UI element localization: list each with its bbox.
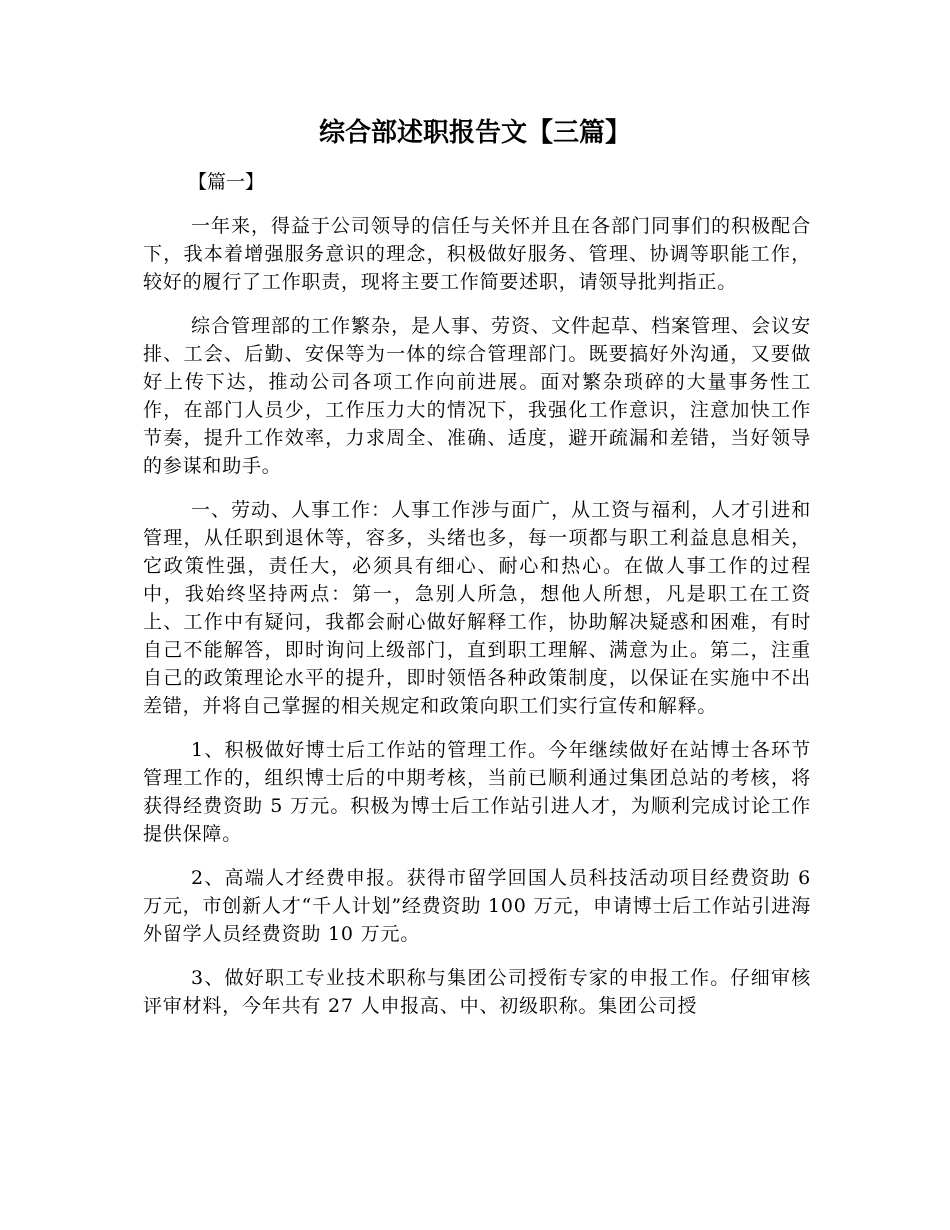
paragraph-intro: 一年来，得益于公司领导的信任与关怀并且在各部门同事们的积极配合下，我本着增强服务意识的理念，积极做好服务、管理、协调等职能工作，较好的履行了工作职责，现将主要工作简要述职，请领导批判指正。	[143, 215, 811, 293]
section-label: 【篇一】	[188, 171, 265, 193]
paragraph-department-overview: 综合管理部的工作繁杂，是人事、劳资、文件起草、档案管理、会议安排、工会、后勤、安保等为一体的综合管理部门。既要搞好外沟通，又要做好上传下达，推动公司各项工作向前进展。面对繁杂琐碎的大量事务性工作，在部门人员少，工作压力大的情况下，我强化工作意识，注意加快工作节奏，提升工作效率，力求周全、准确、适度，避开疏漏和差错，当好领导的参谋和助手。	[143, 315, 811, 477]
paragraph-talent-funding: 2、高端人才经费申报。获得市留学回国人员科技活动项目经费资助 6 万元，市创新人才“千人计划”经费资助 100 万元，申请博士后工作站引进海外留学人员经费资助 10 万元。	[143, 867, 811, 945]
paragraph-postdoc-station: 1、积极做好博士后工作站的管理工作。今年继续做好在站博士各环节管理工作的，组织博士后的中期考核，当前已顺利通过集团总站的考核，将获得经费资助 5 万元。积极为博士后工作站引进人才，为顺利完成讨论工作提供保障。	[143, 739, 811, 845]
document-body	[143, 212, 811, 1036]
document-title: 综合部述职报告文【三篇】	[318, 118, 631, 148]
paragraph-professional-titles: 3、做好职工专业技术职称与集团公司授衔专家的申报工作。仔细审核评审材料，今年共有 27 人申报高、中、初级职称。集团公司授	[143, 967, 811, 1017]
paragraph-labor-personnel: 一、劳动、人事工作：人事工作涉与面广，从工资与福利，人才引进和管理，从任职到退休等，容多，头绪也多，每一项都与职工利益息息相关，它政策性强，责任大，必须具有细心、耐心和热心。在做人事工作的过程中，我始终坚持两点：第一，急别人所急，想他人所想，凡是职工在工资上、工作中有疑问，我都会耐心做好解释工作，协助解决疑惑和困难，有时自己不能解答，即时询问上级部门，直到职工理解、满意为止。第二，注重自己的政策理论水平的提升，即时领悟各种政策制度，以保证在实施中不出差错，并将自己掌握的相关规定和政策向职工们实行宣传和解释。	[143, 499, 811, 717]
